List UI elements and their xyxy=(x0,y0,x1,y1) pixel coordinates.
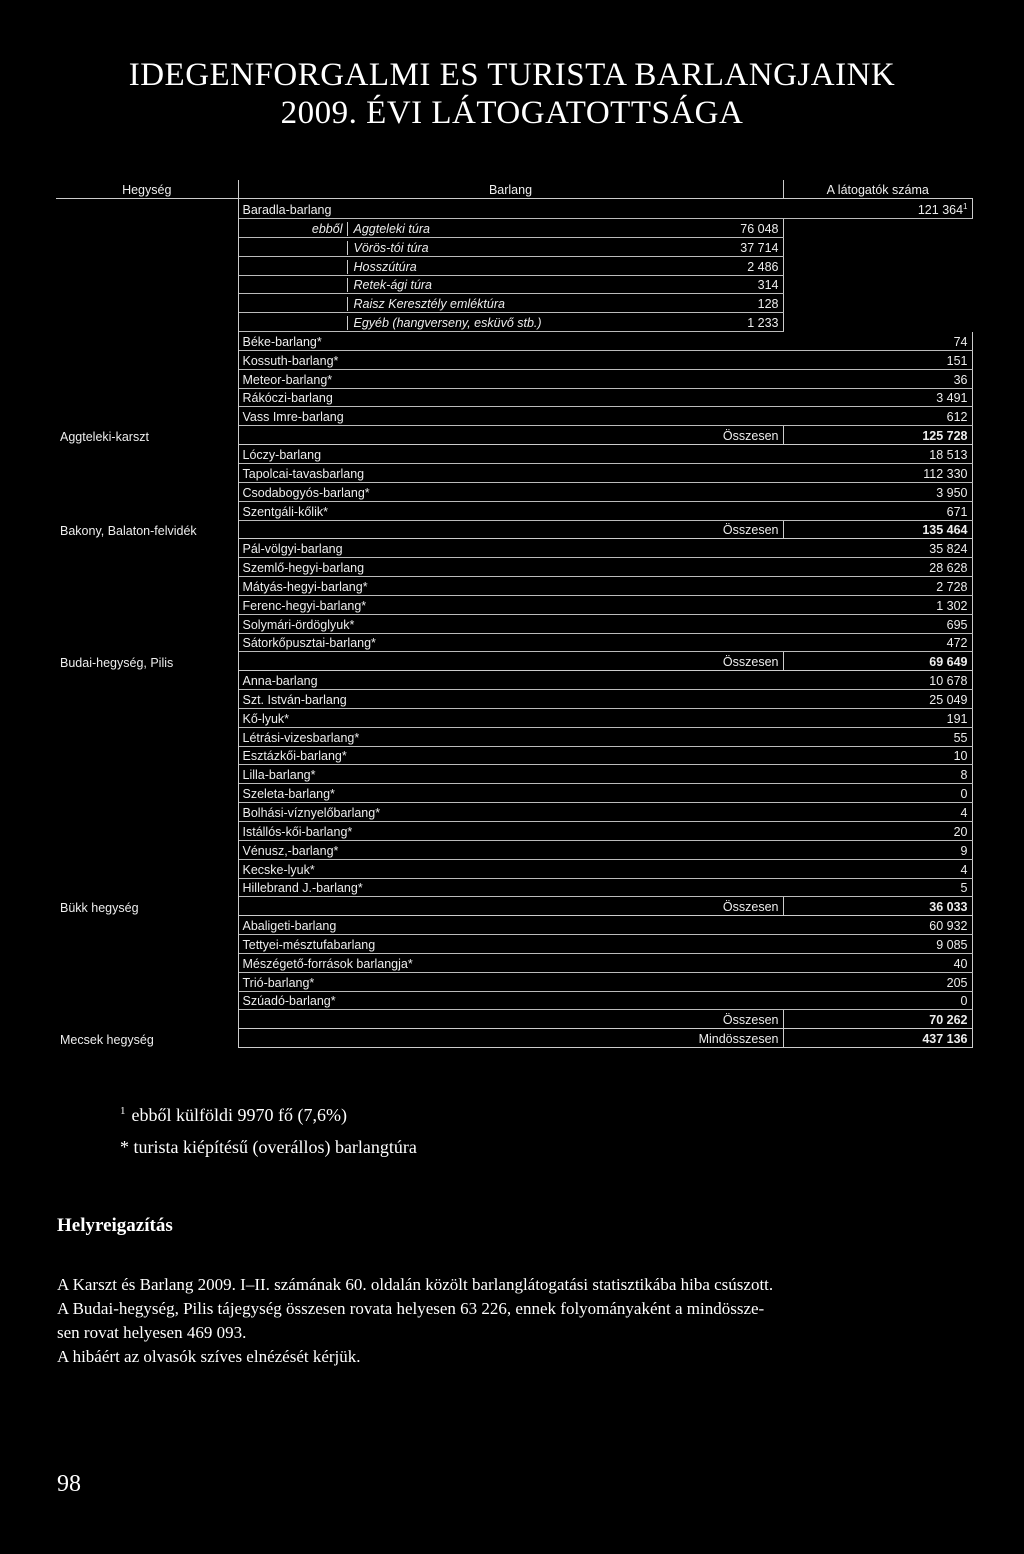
table-header-row xyxy=(56,180,972,198)
cave-name: Kő-lyuk* xyxy=(238,708,783,727)
cave-name: Béke-barlang* xyxy=(238,332,783,351)
total-label: Összesen xyxy=(608,897,783,916)
visitor-count: 671 xyxy=(783,501,972,520)
cave-name: Kossuth-barlang* xyxy=(238,350,783,369)
visitor-count: 28 628 xyxy=(783,558,972,577)
sub-tour xyxy=(238,237,608,256)
visitor-count: 472 xyxy=(783,633,972,652)
correction-title: Helyreigazítás xyxy=(57,1215,173,1236)
visitor-count: 35 824 xyxy=(783,539,972,558)
sub-tour-name: Hosszútúra xyxy=(347,260,417,274)
visitor-count: 0 xyxy=(783,784,972,803)
visitor-count: 20 xyxy=(783,822,972,841)
cave-name: Solymári-ördöglyuk* xyxy=(238,614,783,633)
table-row xyxy=(56,671,972,690)
empty-cell xyxy=(783,294,972,313)
header-cave: Barlang xyxy=(238,180,783,198)
footnote-2: * turista kiépítésű (overállos) barlangtúra xyxy=(120,1137,417,1157)
visitor-count: 4 xyxy=(783,859,972,878)
visitor-count: 18 513 xyxy=(783,445,972,464)
visitor-count: 3 491 xyxy=(783,388,972,407)
sub-tour-count: 2 486 xyxy=(608,256,783,275)
empty-cell xyxy=(238,652,608,671)
cave-name: Bolhási-víznyelőbarlang* xyxy=(238,803,783,822)
cave-name: Tettyei-mésztufabarlang xyxy=(238,935,783,954)
cave-name: Vénusz,-barlang* xyxy=(238,840,783,859)
title-line-1: IDEGENFORGALMI ES TURISTA BARLANGJAINK xyxy=(128,57,896,93)
footnote-1-mark: 1 xyxy=(120,1105,126,1117)
visitor-count: 2 728 xyxy=(783,577,972,596)
visitor-count: 695 xyxy=(783,614,972,633)
sub-tour-count: 37 714 xyxy=(608,237,783,256)
sub-tour xyxy=(238,219,608,238)
visitor-count: 205 xyxy=(783,972,972,991)
empty-cell xyxy=(783,256,972,275)
visitor-count: 191 xyxy=(783,708,972,727)
grand-total-label: Mindösszesen xyxy=(608,1029,783,1048)
sub-tour-name: Vörös-tói túra xyxy=(347,241,429,255)
table-row xyxy=(56,198,972,218)
visitor-count: 151 xyxy=(783,350,972,369)
region-cell: Aggteleki-karszt xyxy=(56,198,238,444)
title-line-2: 2009. ÉVI LÁTOGATOTTSÁGA xyxy=(280,95,744,131)
visitor-count: 9 xyxy=(783,840,972,859)
footnotes xyxy=(120,1095,417,1163)
visitor-count: 8 xyxy=(783,765,972,784)
cave-name: Ferenc-hegyi-barlang* xyxy=(238,595,783,614)
cave-name: Esztázkői-barlang* xyxy=(238,746,783,765)
empty-cell xyxy=(238,1010,608,1029)
page-number: 98 xyxy=(57,1471,81,1497)
correction-line: sen rovat helyesen 469 093. xyxy=(57,1323,247,1342)
total-value: 125 728 xyxy=(783,426,972,445)
sub-tour-count: 128 xyxy=(608,294,783,313)
visitor-count: 60 932 xyxy=(783,916,972,935)
visitor-count: 25 049 xyxy=(783,690,972,709)
cave-name: Pál-völgyi-barlang xyxy=(238,539,783,558)
total-value: 69 649 xyxy=(783,652,972,671)
total-label: Összesen xyxy=(608,426,783,445)
cave-name: Szúadó-barlang* xyxy=(238,991,783,1010)
cave-name: Létrási-vizesbarlang* xyxy=(238,727,783,746)
empty-cell xyxy=(783,275,972,294)
sub-tour-count: 76 048 xyxy=(608,219,783,238)
visitor-count: 121 $364^1$ xyxy=(783,198,972,218)
visitor-count: 40 xyxy=(783,953,972,972)
region-cell: Budai-hegység, Pilis xyxy=(56,539,238,671)
correction-text xyxy=(57,1273,977,1369)
table-row xyxy=(56,539,972,558)
region-cell: Bükk hegység xyxy=(56,671,238,916)
visitor-count: 5 xyxy=(783,878,972,897)
cave-name: Rákóczi-barlang xyxy=(238,388,783,407)
visitor-table xyxy=(56,180,973,1048)
visitor-count: 74 xyxy=(783,332,972,351)
sub-tour xyxy=(238,294,608,313)
footnote-mark: 1 xyxy=(963,201,968,211)
region-cell: Mecsek hegység xyxy=(56,916,238,1048)
visitor-count: 36 xyxy=(783,369,972,388)
visitor-count: 55 xyxy=(783,727,972,746)
grand-total-value: 437 136 xyxy=(783,1029,972,1048)
cave-name: Mátyás-hegyi-barlang* xyxy=(238,577,783,596)
cave-name: Csodabogyós-barlang* xyxy=(238,482,783,501)
cave-name: Mészégető-források barlangja* xyxy=(238,953,783,972)
visitor-count: 112 330 xyxy=(783,463,972,482)
empty-cell xyxy=(238,520,608,539)
cave-name: Sátorkőpusztai-barlang* xyxy=(238,633,783,652)
visitor-count: 10 xyxy=(783,746,972,765)
visitor-table-body xyxy=(56,180,972,1048)
total-value: 36 033 xyxy=(783,897,972,916)
cave-name: Kecske-lyuk* xyxy=(238,859,783,878)
sub-tour-count: 1 233 xyxy=(608,313,783,332)
total-label: Összesen xyxy=(608,652,783,671)
empty-cell xyxy=(783,237,972,256)
total-value: 135 464 xyxy=(783,520,972,539)
cave-name: Lilla-barlang* xyxy=(238,765,783,784)
correction-line: A Budai-hegység, Pilis tájegység összesen rovata helyesen 63 226, ennek folyományaként a mindössze- xyxy=(57,1299,765,1318)
empty-cell xyxy=(238,1029,608,1048)
table-row xyxy=(56,445,972,464)
total-label: Összesen xyxy=(608,1010,783,1029)
footnote-1 xyxy=(120,1095,417,1131)
visitor-count: 1 302 xyxy=(783,595,972,614)
empty-cell xyxy=(238,426,608,445)
sub-tour xyxy=(238,256,608,275)
cave-name: Szentgáli-kőlik* xyxy=(238,501,783,520)
cave-name: Meteor-barlang* xyxy=(238,369,783,388)
sub-tour-name: Aggteleki túra xyxy=(347,222,430,236)
sub-tour-count: 314 xyxy=(608,275,783,294)
header-visitors: A látogatók száma xyxy=(783,180,972,198)
cave-name: Abaligeti-barlang xyxy=(238,916,783,935)
cave-name: Istállós-kői-barlang* xyxy=(238,822,783,841)
cave-name: Vass Imre-barlang xyxy=(238,407,783,426)
cave-name: Anna-barlang xyxy=(238,671,783,690)
cave-name: Hillebrand J.-barlang* xyxy=(238,878,783,897)
sub-tour xyxy=(238,313,608,332)
visitor-count: 4 xyxy=(783,803,972,822)
visitor-count: 0 xyxy=(783,991,972,1010)
ebbol-label: ebből xyxy=(311,221,343,236)
cave-name: Lóczy-barlang xyxy=(238,445,783,464)
visitor-count: 9 085 xyxy=(783,935,972,954)
cave-name: Szt. István-barlang xyxy=(238,690,783,709)
visitor-count: 612 xyxy=(783,407,972,426)
sub-tour-name: Retek-ági túra xyxy=(347,278,433,292)
region-cell: Bakony, Balaton-felvidék xyxy=(56,445,238,539)
total-value: 70 262 xyxy=(783,1010,972,1029)
cave-name: Szemlő-hegyi-barlang xyxy=(238,558,783,577)
cave-name: Szeleta-barlang* xyxy=(238,784,783,803)
cave-name: Trió-barlang* xyxy=(238,972,783,991)
footnote-1-text: ebből külföldi 9970 fő (7,6%) xyxy=(131,1105,347,1125)
header-region: Hegység xyxy=(56,180,238,198)
sub-tour-name: Egyéb (hangverseny, esküvő stb.) xyxy=(347,316,542,330)
visitor-count: 10 678 xyxy=(783,671,972,690)
page-title xyxy=(0,56,1024,132)
cave-name: Tapolcai-tavasbarlang xyxy=(238,463,783,482)
total-label: Összesen xyxy=(608,520,783,539)
correction-line: A hibáért az olvasók szíves elnézését kérjük. xyxy=(57,1347,361,1366)
correction-line: A Karszt és Barlang 2009. I–II. számának 60. oldalán közölt barlanglátogatási statisztikába hiba csúszott. xyxy=(57,1275,774,1294)
sub-tour xyxy=(238,275,608,294)
empty-cell xyxy=(783,219,972,238)
empty-cell xyxy=(238,897,608,916)
table-row xyxy=(56,916,972,935)
cave-name: Baradla-barlang xyxy=(238,198,783,218)
empty-cell xyxy=(783,313,972,332)
sub-tour-name: Raisz Keresztély emléktúra xyxy=(347,297,505,311)
visitor-count: 3 950 xyxy=(783,482,972,501)
